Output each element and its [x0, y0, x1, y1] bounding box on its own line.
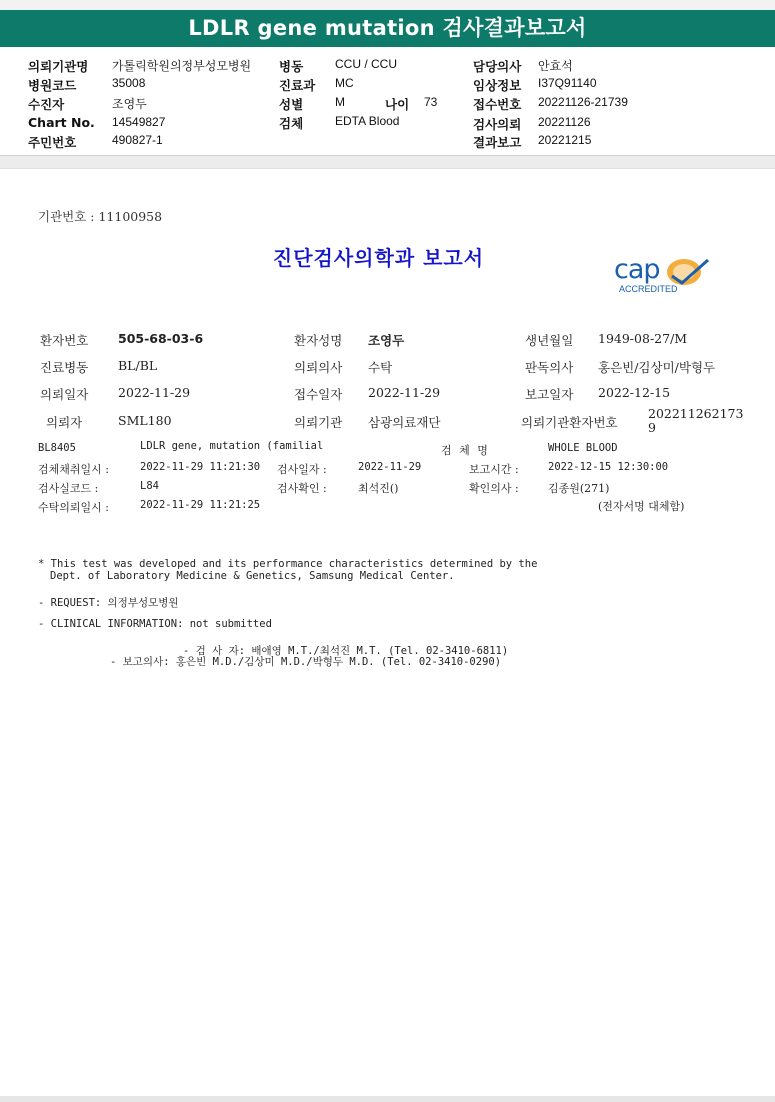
specimen-name-label: 검 체 명	[441, 444, 490, 457]
request-date-value: 20221126	[538, 115, 591, 129]
requesting-institution-value: 가톨릭학원의정부성모병원	[112, 59, 252, 73]
section-divider	[0, 155, 775, 169]
request-date-label-2: 의뢰일자	[40, 387, 89, 402]
reporter-note: - 보고의사: 홍은빈 M.D./김상미 M.D./박형두 M.D. (Tel. 02-3410-0290)	[110, 656, 502, 668]
test-date-label: 검사일자 :	[277, 463, 327, 476]
requesting-institution-label: 의뢰기관명	[28, 59, 89, 74]
lab-code-value: L84	[140, 480, 159, 492]
chart-no-label: Chart No.	[28, 115, 95, 130]
doctor-value: 안효석	[538, 59, 573, 73]
sex-label: 성별	[279, 97, 304, 112]
outsource-time-value: 2022-11-29 11:21:25	[140, 499, 261, 511]
bottom-strip	[0, 1096, 775, 1102]
cap-accredited-text: ACCREDITED	[619, 284, 678, 294]
report-title: 진단검사의학과 보고서	[272, 246, 485, 270]
patient-value: 조영두	[112, 97, 147, 111]
institution-patient-no-value-line1: 202211262173	[648, 406, 744, 421]
care-ward-label: 진료병동	[40, 360, 89, 375]
report-header-title: LDLR gene mutation 검사결과보고서	[188, 16, 587, 40]
collection-time-value: 2022-11-29 11:21:30	[140, 461, 261, 473]
clinical-info-note: - CLINICAL INFORMATION: not submitted	[38, 618, 272, 630]
dept-label: 진료과	[279, 78, 316, 93]
requesting-institution-value-2: 삼광의료재단	[368, 415, 441, 430]
reading-doctor-label: 판독의사	[525, 360, 574, 375]
request-note: - REQUEST: 의정부성모병원	[38, 597, 179, 609]
chart-no-value: 14549827	[112, 115, 166, 129]
test-name: LDLR gene, mutation (familial	[140, 440, 324, 452]
test-confirm-value: 최석진()	[358, 482, 399, 495]
receipt-no-value: 20221126-21739	[538, 95, 628, 109]
tester-note: - 검 사 자: 배애영 M.T./최석진 M.T. (Tel. 02-3410-6811)	[183, 645, 509, 657]
patient-name-value: 조영두	[368, 333, 405, 348]
patient-label: 수진자	[28, 97, 65, 112]
request-date-label: 검사의뢰	[473, 117, 522, 132]
care-ward-value: BL/BL	[118, 358, 158, 373]
dept-value: MC	[335, 76, 354, 90]
report-time-label: 보고시간 :	[469, 463, 519, 476]
institution-patient-no-value-line2: 9	[648, 420, 656, 435]
requesting-doctor-value: 수탁	[368, 360, 393, 375]
electronic-signature-note: (전자서명 대체함)	[598, 500, 685, 513]
age-label: 나이	[385, 97, 410, 112]
requester-value: SML180	[118, 413, 172, 428]
ward-value: CCU / CCU	[335, 57, 397, 71]
report-time-value: 2022-12-15 12:30:00	[548, 461, 669, 473]
dob-label: 생년월일	[525, 333, 574, 348]
cap-accredited-logo	[612, 250, 717, 300]
verify-doctor-value: 김종원(271)	[548, 482, 610, 495]
specimen-label: 검체	[279, 116, 304, 131]
receipt-no-label: 접수번호	[473, 97, 522, 112]
result-date-value: 20221215	[538, 133, 592, 147]
patient-no-label: 환자번호	[40, 333, 89, 348]
resident-no-label: 주민번호	[28, 135, 77, 150]
note-line-2: Dept. of Laboratory Medicine & Genetics, Samsung Medical Center.	[50, 570, 455, 582]
lab-code-label: 검사실코드 :	[38, 482, 99, 495]
report-date-value: 2022-12-15	[598, 385, 671, 400]
dob-value: 1949-08-27/M	[598, 331, 688, 346]
patient-no-value: 505-68-03-6	[118, 331, 204, 346]
doctor-label: 담당의사	[473, 59, 522, 74]
report-date-label: 보고일자	[525, 387, 574, 402]
top-strip	[0, 0, 775, 10]
verify-doctor-label: 확인의사 :	[469, 482, 519, 495]
age-value: 73	[424, 95, 438, 109]
requesting-institution-label-2: 의뢰기관	[294, 415, 343, 430]
institution-number: 기관번호 : 11100958	[38, 209, 163, 224]
test-date-value: 2022-11-29	[358, 461, 422, 473]
clinical-info-label: 임상정보	[473, 78, 522, 93]
requester-label: 의뢰자	[46, 415, 83, 430]
requesting-doctor-label: 의뢰의사	[294, 360, 343, 375]
report-header-banner	[0, 10, 775, 47]
patient-name-label: 환자성명	[294, 333, 343, 348]
clinical-info-value: I37Q91140	[538, 76, 597, 90]
note-line-1: * This test was developed and its performance characteristics determined by the	[38, 558, 538, 570]
resident-no-value: 490827-1	[112, 133, 163, 147]
sex-value: M	[335, 95, 345, 109]
receipt-date-label: 접수일자	[294, 387, 343, 402]
institution-patient-no-label: 의뢰기관환자번호	[521, 415, 618, 430]
receipt-date-value: 2022-11-29	[368, 385, 441, 400]
test-confirm-label: 검사확인 :	[277, 482, 327, 495]
result-date-label: 결과보고	[473, 135, 522, 150]
specimen-value: EDTA Blood	[335, 114, 400, 128]
test-code: BL8405	[38, 442, 76, 454]
hospital-code-value: 35008	[112, 76, 146, 90]
hospital-code-label: 병원코드	[28, 78, 77, 93]
collection-time-label: 검체채취일시 :	[38, 463, 109, 476]
specimen-name-value: WHOLE BLOOD	[548, 442, 618, 454]
ward-label: 병동	[279, 59, 304, 74]
cap-logo-text: cap	[614, 254, 660, 285]
outsource-time-label: 수탁의뢰일시 :	[38, 501, 109, 514]
reading-doctor-value: 홍은빈/김상미/박형두	[598, 360, 716, 375]
request-date-value-2: 2022-11-29	[118, 385, 191, 400]
